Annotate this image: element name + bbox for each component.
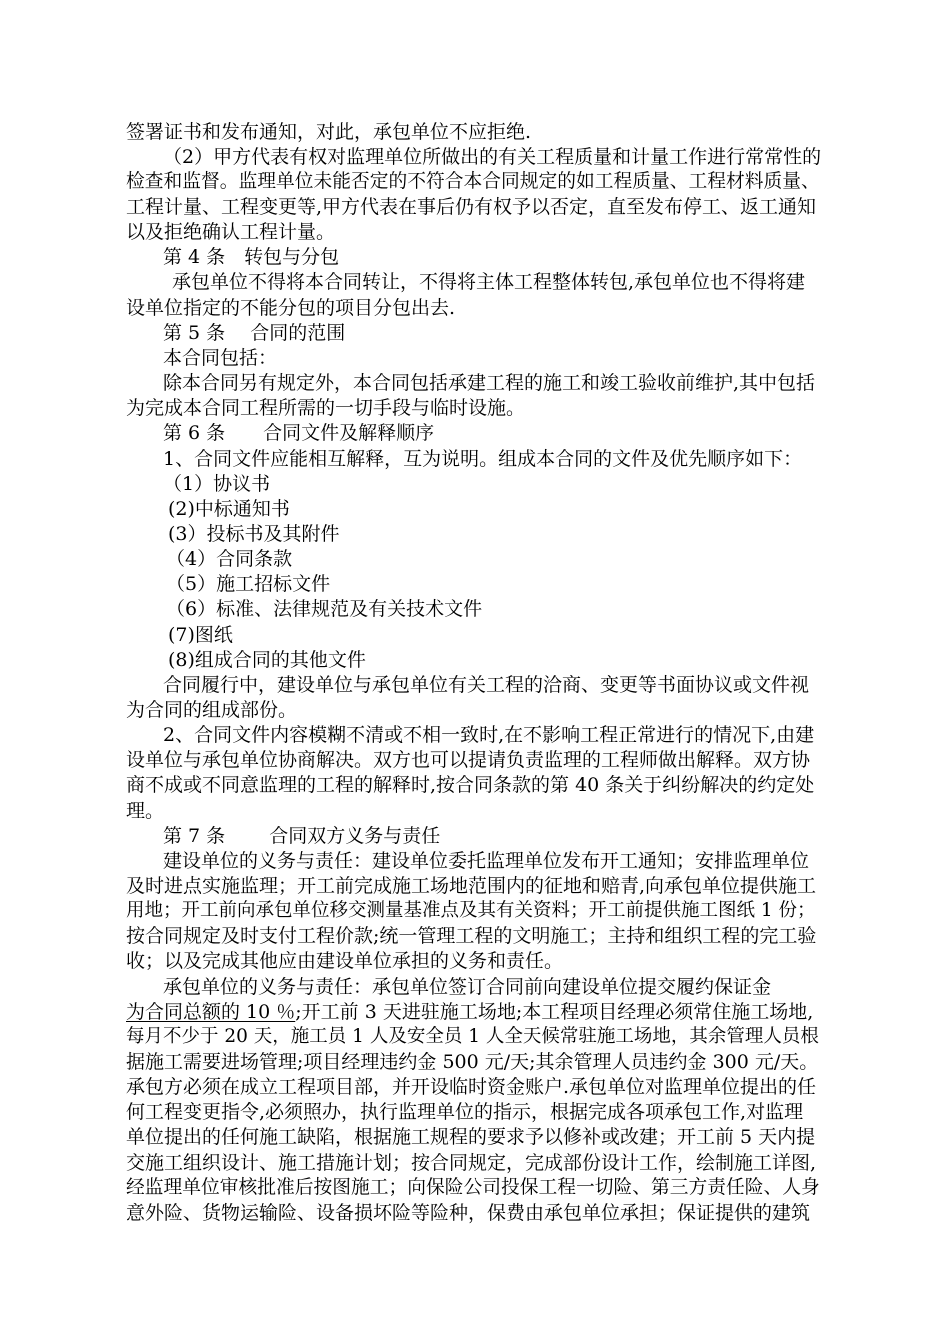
- text-line: 签署证书和发布通知，对此，承包单位不应拒绝.: [126, 121, 532, 143]
- text-line: 每月不少于 20 天，施工员 1 人及安全员 1 人全天候常驻施工场地，其余管理人员根: [126, 1026, 819, 1047]
- text-line: 本合同包括：: [163, 347, 278, 369]
- text-line: 为完成本合同工程所需的一切手段与临时设施。: [126, 397, 526, 419]
- text-line: 设单位指定的不能分包的项目分包出去.: [126, 297, 456, 319]
- text-line: 意外险、货物运输险、设备损坏险等险种，保费由承包单位承担；保证提供的建筑: [126, 1202, 811, 1224]
- text-line: （2）甲方代表有权对监理单位所做出的有关工程质量和计量工作进行常常性的: [163, 146, 822, 168]
- text-line: 商不成或不同意监理的工程的解释时,按合同条款的第 40 条关于纠纷解决的约定处: [126, 774, 815, 796]
- text-line: 工程计量、工程变更等,甲方代表在事后仍有权予以否定，直至发布停工、返工通知: [126, 196, 817, 218]
- text-line: 以及拒绝确认工程计量。: [126, 221, 336, 243]
- text-line: 收；以及完成其他应由建设单位承担的义务和责任。: [126, 950, 564, 972]
- list-item: （1）协议书: [163, 473, 271, 495]
- text-line: [126, 1000, 813, 1024]
- text-line: 据施工需要进场管理;项目经理违约金 500 元/天;其余管理人员违约金 300 元/天。: [126, 1051, 819, 1073]
- text-line: 承包单位不得将本合同转让，不得将主体工程整体转包,承包单位也不得将建: [172, 271, 806, 293]
- text-line: 承包单位的义务与责任：承包单位签订合同前向建设单位提交履约保证金: [163, 976, 772, 998]
- list-item: （5）施工招标文件: [166, 573, 331, 595]
- text-line: 设单位与承包单位协商解决。双方也可以提请负责监理的工程师做出解释。双方协: [126, 749, 811, 771]
- text-line: 检查和监督。监理单位未能否定的不符合本合同规定的如工程质量、工程材料质量、: [126, 171, 820, 192]
- list-item: （6）标准、法律规范及有关技术文件: [166, 598, 483, 620]
- article-heading: 第 6 条 合同文件及解释顺序: [163, 422, 435, 444]
- list-item: (7)图纸: [168, 624, 233, 646]
- article-heading: 第 4 条 转包与分包: [163, 246, 340, 268]
- list-item: (3）投标书及其附件: [168, 523, 340, 545]
- underlined-amount: 为合同总额的 10 ％: [126, 1001, 296, 1023]
- text-line: 为合同的组成部份。: [126, 699, 298, 721]
- text-line: 经监理单位审核批准后按图施工；向保险公司投保工程一切险、第三方责任险、人身: [126, 1177, 820, 1198]
- list-item: (2)中标通知书: [168, 498, 290, 520]
- text-line: 何工程变更指令,必须照办，执行监理单位的指示，根据完成各项承包工作,对监理: [126, 1101, 804, 1123]
- text-line-continuation: ;开工前 3 天进驻施工场地;本工程项目经理必须常住施工场地,: [295, 1001, 814, 1023]
- text-line: 合同履行中，建设单位与承包单位有关工程的洽商、变更等书面协议或文件视: [163, 674, 810, 696]
- list-item: (8)组成合同的其他文件: [168, 649, 366, 671]
- text-line: 单位提出的任何施工缺陷，根据施工规程的要求予以修补或改建；开工前 5 天内提: [126, 1126, 816, 1148]
- text-line: 2、合同文件内容模糊不清或不相一致时,在不影响工程正常进行的情况下,由建: [163, 724, 815, 746]
- text-line: 理。: [126, 800, 165, 822]
- text-line: 1、合同文件应能相互解释，互为说明。组成本合同的文件及优先顺序如下：: [163, 448, 803, 470]
- text-line: 承包方必须在成立工程项目部，并开设临时资金账户.承包单位对监理单位提出的任: [126, 1076, 817, 1098]
- article-heading: 第 5 条 合同的范围: [163, 322, 346, 344]
- list-item: （4）合同条款: [166, 548, 293, 570]
- text-line: 除本合同另有规定外，本合同包括承建工程的施工和竣工验收前维护,其中包括: [163, 372, 816, 394]
- text-line: 建设单位的义务与责任：建设单位委托监理单位发布开工通知；安排监理单位: [163, 850, 810, 872]
- text-line: 用地；开工前向承包单位移交测量基准点及其有关资料；开工前提供施工图纸 1 份；: [126, 900, 816, 921]
- text-line: 交施工组织设计、施工措施计划；按合同规定，完成部份设计工作，绘制施工详图,: [126, 1152, 817, 1174]
- text-line: 按合同规定及时支付工程价款;统一管理工程的文明施工；主持和组织工程的完工验: [126, 925, 817, 947]
- article-heading: 第 7 条 合同双方义务与责任: [163, 825, 441, 847]
- text-line: 及时进点实施监理；开工前完成施工场地范围内的征地和赔青,向承包单位提供施工: [126, 875, 817, 897]
